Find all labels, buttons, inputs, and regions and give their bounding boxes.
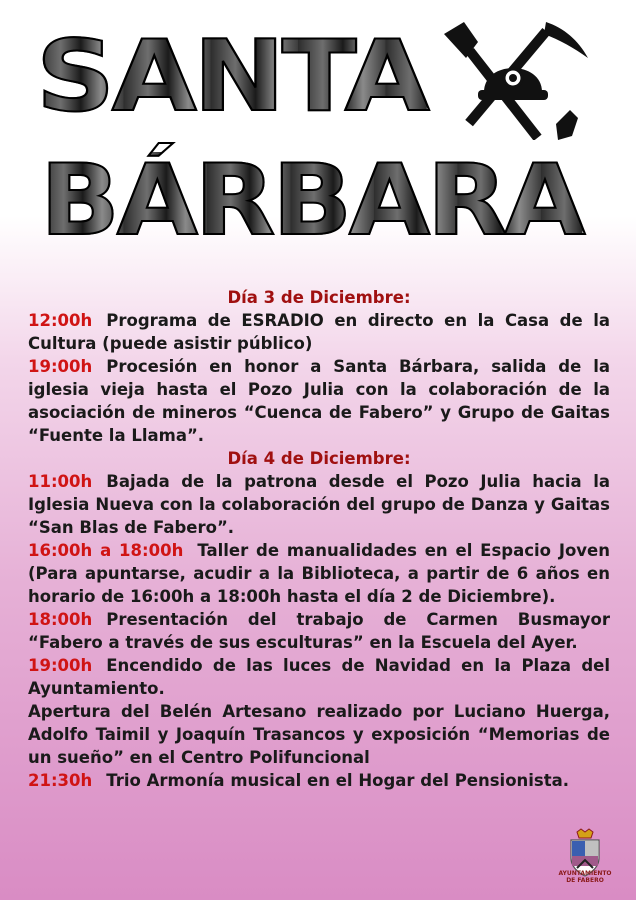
event-time: 21:30h (28, 771, 93, 790)
seal-line1: AYUNTAMIENTO (558, 870, 612, 877)
event (28, 769, 610, 792)
seal-line2: DE FABERO (566, 877, 604, 884)
event (28, 654, 610, 700)
event-time: 19:00h (28, 357, 93, 376)
event-time: 12:00h (28, 311, 93, 330)
event-text: Programa de ESRADIO en directo en la Casa de la Cultura (puede asistir público) (28, 311, 610, 353)
event-time: 19:00h (28, 656, 93, 675)
event (28, 355, 610, 447)
shovel-pickaxe-miner-helmet-icon (438, 20, 590, 140)
event (28, 608, 610, 654)
event (28, 539, 610, 608)
event-text: Presentación del trabajo de Carmen Busmayor “Fabero a través de sus esculturas” en la Escuela del Ayer. (28, 610, 610, 652)
event (28, 700, 610, 769)
day-heading: Día 3 de Diciembre: (227, 288, 411, 307)
event-text: Apertura del Belén Artesano realizado por Luciano Huerga, Adolfo Taimil y Joaquín Trasancos y exposición “Memorias de un sueño” en el Centro Polifuncional (28, 702, 610, 767)
event-text: Trio Armonía musical en el Hogar del Pensionista. (106, 771, 570, 790)
title-santa: SANTA (36, 20, 427, 134)
seal-label (545, 870, 625, 884)
event (28, 309, 610, 355)
event-text: Taller de manualidades en el Espacio Joven (Para apuntarse, acudir a la Biblioteca, a partir de 6 años en horario de 16:00h a 18:00h hasta el día 2 de Diciembre). (28, 541, 610, 606)
day-heading: Día 4 de Diciembre: (227, 449, 411, 468)
event-time: 11:00h (28, 472, 93, 491)
event-time: 16:00h a 18:00h (28, 541, 184, 560)
event-text: Encendido de las luces de Navidad en la Plaza del Ayuntamiento. (28, 656, 610, 698)
event-time: 18:00h (28, 610, 93, 629)
program (28, 286, 610, 792)
event-text: Bajada de la patrona desde el Pozo Julia hacia la Iglesia Nueva con la colaboración del grupo de Danza y Gaitas “San Blas de Fabero”. (28, 472, 610, 537)
event (28, 470, 610, 539)
title-barbara: BÁRBARA (40, 144, 583, 258)
event-text: Procesión en honor a Santa Bárbara, salida de la iglesia vieja hasta el Pozo Julia con la colaboración de la asociación de mineros “Cuenca de Fabero” y Grupo de Gaitas “Fuente la Llama”. (28, 357, 610, 445)
